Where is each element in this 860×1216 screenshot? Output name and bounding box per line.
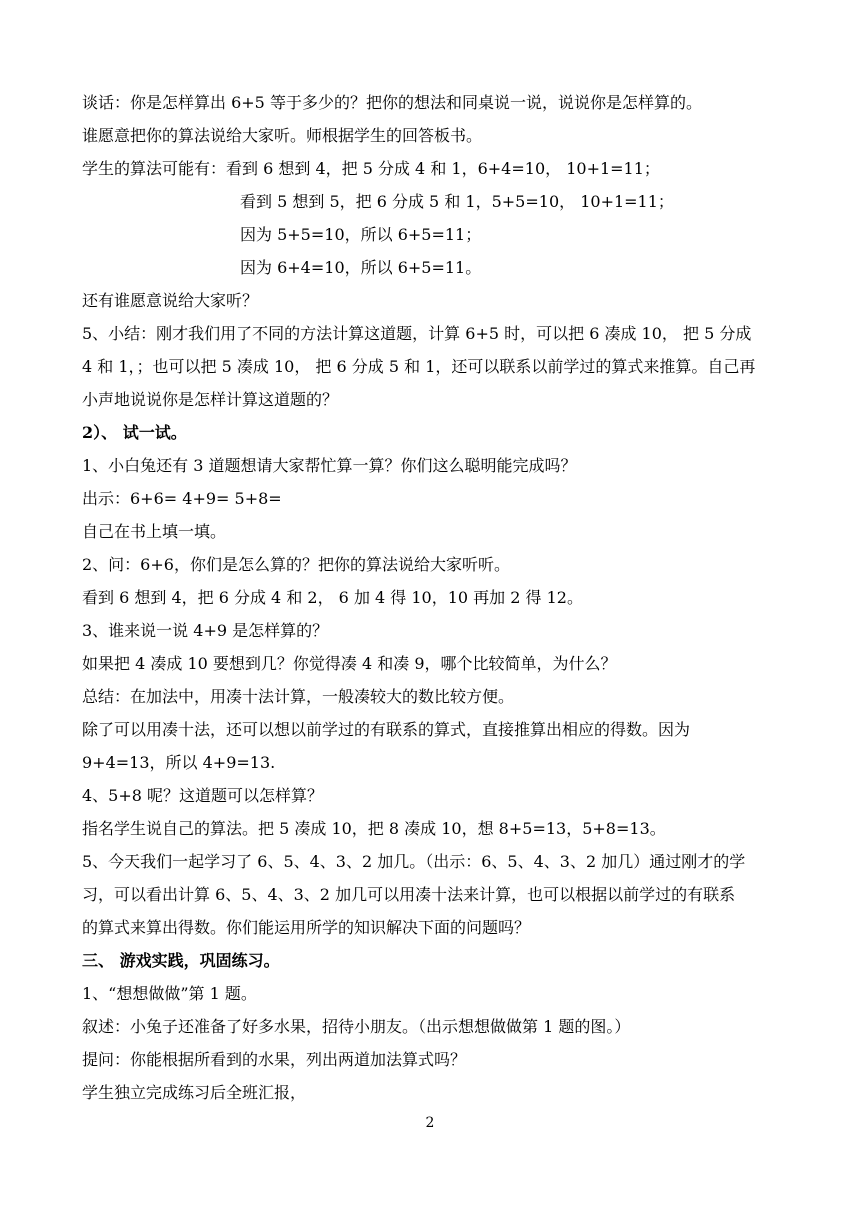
paragraph-line: 4 和 1，；也可以把 5 凑成 10， 把 6 分成 5 和 1，还可以联系以前学过的算式来推算。自己再 [82, 357, 756, 376]
paragraph-line: 2、问：6+6，你们是怎么算的？把你的算法说给大家听听。 [82, 555, 510, 574]
paragraph-line: 5、小结：刚才我们用了不同的方法计算这道题，计算 6+5 时，可以把 6 凑成 10， 把 5 分成 [82, 324, 752, 343]
paragraph-line: 学生的算法可能有：看到 6 想到 4，把 5 分成 4 和 1，6+4=10， 10+1=11； [82, 159, 660, 178]
paragraph-line: 4、5+8 呢？这道题可以怎样算？ [82, 786, 324, 805]
paragraph-line: 看到 5 想到 5，把 6 分成 5 和 1，5+5=10， 10+1=11； [240, 192, 674, 211]
page-number: 2 [425, 1115, 435, 1131]
paragraph-line: 1、小白兔还有 3 道题想请大家帮忙算一算？你们这么聪明能完成吗？ [82, 456, 577, 475]
paragraph-line: 出示：6+6= 4+9= 5+8= [82, 489, 282, 508]
paragraph-line: 还有谁愿意说给大家听？ [82, 291, 259, 310]
paragraph-line: 1、“想想做做”第 1 题。 [82, 984, 257, 1003]
section-heading: 三、 游戏实践，巩固练习。 [82, 951, 280, 970]
paragraph-line: 的算式来算出得数。你们能运用所学的知识解决下面的问题吗？ [82, 918, 531, 937]
paragraph-line: 谈话：你是怎样算出 6+5 等于多少的？把你的想法和同桌说一说，说说你是怎样算的。 [82, 93, 702, 112]
paragraph-line: 习，可以看出计算 6、5、4、3、2 加几可以用凑十法来计算，也可以根据以前学过的有联系 [82, 885, 736, 904]
paragraph-line: 指名学生说自己的算法。把 5 凑成 10，把 8 凑成 10，想 8+5=13，5+8=13。 [82, 819, 666, 838]
paragraph-line: 自己在书上填一填。 [82, 522, 227, 541]
paragraph-line: 因为 5+5=10，所以 6+5=11； [240, 225, 482, 244]
paragraph-line: 9+4=13，所以 4+9=13. [82, 753, 276, 772]
paragraph-line: 总结：在加法中，用凑十法计算，一般凑较大的数比较方便。 [82, 687, 515, 706]
paragraph-line: 叙述：小兔子还准备了好多水果，招待小朋友。（出示想想做做第 1 题的图。） [82, 1017, 631, 1036]
paragraph-line: 除了可以用凑十法，还可以想以前学过的有联系的算式，直接推算出相应的得数。因为 [82, 720, 691, 739]
paragraph-line: 因为 6+4=10，所以 6+5=11。 [240, 258, 482, 277]
section-heading: 2）、 试一试。 [82, 423, 187, 442]
paragraph-line: 提问：你能根据所看到的水果，列出两道加法算式吗？ [82, 1050, 467, 1069]
paragraph-line: 如果把 4 凑成 10 要想到几？你觉得凑 4 和凑 9，哪个比较简单，为什么？ [82, 654, 617, 673]
paragraph-line: 谁愿意把你的算法说给大家听。师根据学生的回答板书。 [82, 126, 483, 145]
paragraph-line: 学生独立完成练习后全班汇报， [82, 1083, 307, 1102]
paragraph-line: 5、今天我们一起学习了 6、5、4、3、2 加几。（出示：6、5、4、3、2 加几）通过刚才的学 [82, 852, 746, 871]
paragraph-line: 小声地说说你是怎样计算这道题的？ [82, 390, 339, 409]
paragraph-line: 看到 6 想到 4，把 6 分成 4 和 2， 6 加 4 得 10，10 再加 2 得 12。 [82, 588, 583, 607]
paragraph-line: 3、谁来说一说 4+9 是怎样算的？ [82, 621, 329, 640]
